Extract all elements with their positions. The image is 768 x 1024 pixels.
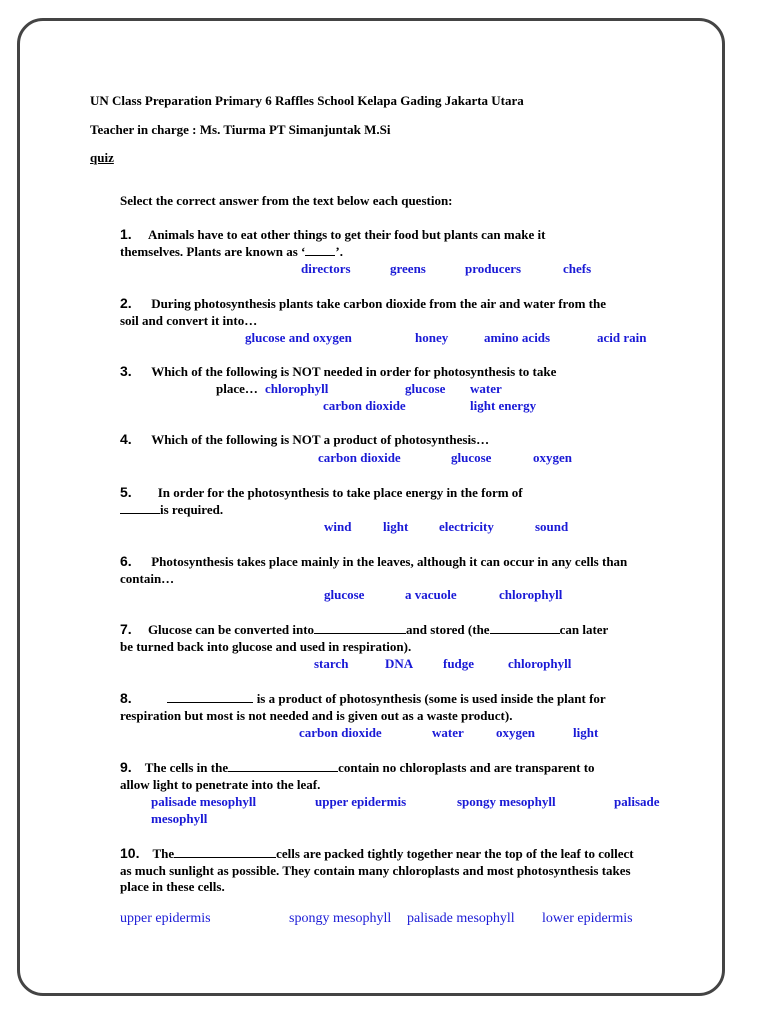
- option[interactable]: lower epidermis: [542, 911, 633, 926]
- option[interactable]: light energy: [470, 398, 537, 413]
- question-7: 7. Glucose can be converted into and stored (the can later: [120, 621, 609, 637]
- question-3-line2: place…: [216, 381, 258, 396]
- question-4: 4. Which of the following is NOT a product of photosynthesis…: [120, 431, 490, 447]
- option[interactable]: a vacuole: [405, 587, 457, 602]
- option[interactable]: glucose and oxygen: [245, 330, 352, 345]
- option[interactable]: upper epidermis: [315, 794, 407, 809]
- option[interactable]: fudge: [443, 656, 475, 671]
- option[interactable]: sound: [535, 519, 569, 534]
- option[interactable]: carbon dioxide: [318, 450, 401, 465]
- question-number: 1.: [120, 226, 132, 242]
- option[interactable]: directors: [301, 261, 351, 276]
- question-8: 8. is a product of photosynthesis (some is used inside the plant for: [120, 690, 606, 706]
- option[interactable]: honey: [415, 330, 449, 345]
- option[interactable]: water: [470, 381, 502, 396]
- option[interactable]: palisade mesophyll: [151, 794, 257, 809]
- option[interactable]: glucose: [405, 381, 446, 396]
- option[interactable]: chlorophyll: [499, 587, 563, 602]
- option[interactable]: palisade: [614, 794, 660, 809]
- option[interactable]: starch: [314, 656, 349, 671]
- answer-blank: [228, 760, 338, 772]
- question-2: 2. During photosynthesis plants take carbon dioxide from the air and water from the: [120, 295, 606, 311]
- option[interactable]: spongy mesophyll: [457, 794, 556, 809]
- question-2-line2: soil and convert it into…: [120, 313, 258, 328]
- option[interactable]: amino acids: [484, 330, 551, 345]
- option[interactable]: mesophyll: [151, 811, 208, 826]
- option[interactable]: DNA: [385, 656, 414, 671]
- option[interactable]: producers: [465, 261, 522, 276]
- question-5: 5. In order for the photosynthesis to take place energy in the form of: [120, 484, 523, 500]
- option[interactable]: oxygen: [533, 450, 572, 465]
- option[interactable]: electricity: [439, 519, 494, 534]
- option[interactable]: upper epidermis: [120, 911, 211, 926]
- question-10: 10. The cells are packed tightly together near the top of the leaf to collect: [120, 845, 634, 861]
- option[interactable]: water: [432, 725, 464, 740]
- option[interactable]: spongy mesophyll: [289, 911, 392, 926]
- teacher-line: Teacher in charge : Ms. Tiurma PT Simanjuntak M.Si: [90, 122, 391, 137]
- instruction: Select the correct answer from the text below each question:: [120, 193, 453, 208]
- option[interactable]: chefs: [563, 261, 592, 276]
- answer-blank: [490, 622, 560, 634]
- answer-blank: [120, 502, 160, 514]
- answer-blank: [314, 622, 406, 634]
- option[interactable]: glucose: [451, 450, 492, 465]
- answer-blank: [305, 244, 335, 256]
- option[interactable]: oxygen: [496, 725, 535, 740]
- option[interactable]: chlorophyll: [508, 656, 572, 671]
- question-5-line2: is required.: [120, 501, 223, 518]
- question-10-line2: as much sunlight as possible. They contain many chloroplasts and most photosynthesis takes: [120, 863, 631, 878]
- question-1: 1. Animals have to eat other things to get their food but plants can make it: [120, 226, 546, 242]
- class-title: UN Class Preparation Primary 6 Raffles School Kelapa Gading Jakarta Utara: [90, 93, 524, 108]
- option[interactable]: carbon dioxide: [299, 725, 382, 740]
- option[interactable]: carbon dioxide: [323, 398, 406, 413]
- option[interactable]: wind: [324, 519, 352, 534]
- question-8-line2: respiration but most is not needed and is given out as a waste product).: [120, 708, 513, 723]
- option[interactable]: acid rain: [597, 330, 647, 345]
- question-1-line2: themselves. Plants are known as ‘ ’.: [120, 244, 343, 259]
- question-3: 3. Which of the following is NOT needed in order for photosynthesis to take: [120, 363, 557, 379]
- question-9: 9. The cells in the contain no chloroplasts and are transparent to: [120, 759, 595, 775]
- question-9-line2: allow light to penetrate into the leaf.: [120, 777, 321, 792]
- question-6: 6. Photosynthesis takes place mainly in the leaves, although it can occur in any cells than: [120, 553, 628, 569]
- question-6-line2: contain…: [120, 571, 175, 586]
- option[interactable]: chlorophyll: [265, 381, 329, 396]
- option[interactable]: light: [573, 725, 599, 740]
- option[interactable]: glucose: [324, 587, 365, 602]
- question-7-line2: be turned back into glucose and used in respiration).: [120, 639, 412, 654]
- answer-blank: [167, 691, 253, 703]
- quiz-label: quiz: [90, 150, 114, 165]
- option[interactable]: light: [383, 519, 409, 534]
- option[interactable]: greens: [390, 261, 426, 276]
- question-10-line3: place in these cells.: [120, 879, 225, 894]
- answer-blank: [174, 846, 276, 858]
- option[interactable]: palisade mesophyll: [407, 911, 515, 926]
